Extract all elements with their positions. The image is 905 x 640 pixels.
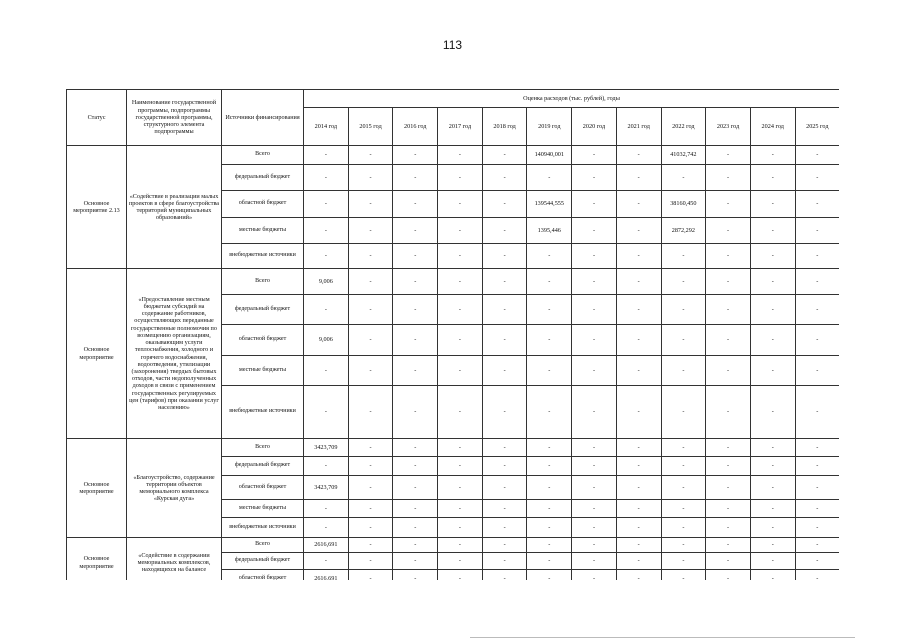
budget-table — [66, 89, 839, 580]
value-cell: - — [616, 570, 661, 581]
header-year: 2020 год — [572, 108, 617, 146]
value-cell: - — [438, 325, 483, 356]
value-cell: - — [750, 165, 795, 191]
value-cell: - — [393, 325, 438, 356]
value-cell: - — [616, 325, 661, 356]
value-cell: - — [750, 269, 795, 295]
value-cell: - — [706, 476, 751, 500]
value-cell: - — [393, 356, 438, 386]
value-cell: - — [527, 295, 572, 325]
value-cell: - — [572, 244, 617, 269]
value-cell: - — [795, 457, 839, 476]
value-cell: - — [706, 269, 751, 295]
funding-source-cell: внебюджетные источники — [222, 518, 304, 538]
value-cell: - — [661, 165, 706, 191]
value-cell: - — [482, 244, 527, 269]
value-cell: - — [750, 325, 795, 356]
value-cell: - — [348, 191, 393, 218]
value-cell: - — [482, 165, 527, 191]
value-cell: - — [616, 386, 661, 439]
value-cell: - — [795, 356, 839, 386]
value-cell: 38160,450 — [661, 191, 706, 218]
value-cell: - — [393, 165, 438, 191]
value-cell: - — [616, 457, 661, 476]
value-cell: - — [795, 500, 839, 518]
value-cell: - — [482, 218, 527, 244]
value-cell: - — [393, 269, 438, 295]
value-cell: - — [393, 518, 438, 538]
value-cell: - — [482, 269, 527, 295]
value-cell: - — [348, 570, 393, 581]
status-cell: Основное мероприятие — [67, 269, 127, 439]
value-cell: - — [304, 295, 349, 325]
value-cell: - — [572, 325, 617, 356]
header-year: 2019 год — [527, 108, 572, 146]
value-cell: - — [750, 244, 795, 269]
value-cell: - — [304, 165, 349, 191]
value-cell: - — [572, 553, 617, 570]
value-cell: - — [616, 269, 661, 295]
value-cell: - — [438, 218, 483, 244]
header-year: 2014 год — [304, 108, 349, 146]
value-cell: - — [750, 538, 795, 553]
scan-edge-line — [470, 637, 855, 638]
value-cell: - — [572, 386, 617, 439]
value-cell: - — [616, 218, 661, 244]
value-cell: - — [616, 518, 661, 538]
funding-source-cell: внебюджетные источники — [222, 244, 304, 269]
value-cell: 140940,001 — [527, 146, 572, 165]
value-cell: 9,006 — [304, 325, 349, 356]
value-cell: - — [750, 146, 795, 165]
value-cell: - — [616, 244, 661, 269]
value-cell: - — [482, 553, 527, 570]
value-cell: - — [527, 325, 572, 356]
funding-source-cell: местные бюджеты — [222, 356, 304, 386]
value-cell: - — [438, 356, 483, 386]
value-cell: - — [661, 325, 706, 356]
value-cell: 9,006 — [304, 269, 349, 295]
value-cell: - — [482, 439, 527, 457]
value-cell: - — [616, 476, 661, 500]
value-cell: - — [706, 325, 751, 356]
table-row — [67, 538, 840, 553]
value-cell: - — [661, 244, 706, 269]
value-cell: - — [661, 476, 706, 500]
value-cell: - — [438, 386, 483, 439]
value-cell: - — [438, 439, 483, 457]
value-cell: - — [795, 218, 839, 244]
value-cell: 1395,446 — [527, 218, 572, 244]
value-cell: - — [393, 538, 438, 553]
value-cell: - — [795, 386, 839, 439]
value-cell: - — [438, 457, 483, 476]
header-expense-estimate: Оценка расходов (тыс. рублей), годы — [304, 90, 840, 108]
value-cell: - — [304, 244, 349, 269]
value-cell: - — [661, 500, 706, 518]
value-cell: - — [795, 518, 839, 538]
value-cell: - — [661, 570, 706, 581]
value-cell: - — [438, 244, 483, 269]
status-cell: Основное мероприятие 2.13 — [67, 146, 127, 269]
value-cell: - — [661, 295, 706, 325]
value-cell: - — [348, 476, 393, 500]
value-cell: 139544,555 — [527, 191, 572, 218]
funding-source-cell: Всего — [222, 269, 304, 295]
table-row — [67, 146, 840, 165]
value-cell: - — [706, 165, 751, 191]
value-cell: - — [661, 538, 706, 553]
value-cell: - — [527, 269, 572, 295]
value-cell: - — [527, 538, 572, 553]
value-cell: - — [795, 538, 839, 553]
value-cell: - — [482, 146, 527, 165]
header-status: Статус — [67, 90, 127, 146]
program-name-cell: «Содействие в реализации малых проектов в сфере благоустройства территорий муниципальных образований» — [127, 146, 222, 269]
value-cell: - — [482, 325, 527, 356]
value-cell: - — [348, 553, 393, 570]
value-cell: - — [527, 518, 572, 538]
value-cell: - — [750, 570, 795, 581]
value-cell: - — [482, 356, 527, 386]
budget-table-container — [66, 89, 839, 580]
funding-source-cell: федеральный бюджет — [222, 295, 304, 325]
value-cell: 2616,691 — [304, 538, 349, 553]
value-cell: - — [348, 356, 393, 386]
value-cell: - — [572, 218, 617, 244]
funding-source-cell: областной бюджет — [222, 570, 304, 581]
value-cell: - — [750, 295, 795, 325]
value-cell: - — [572, 439, 617, 457]
value-cell: - — [438, 500, 483, 518]
header-year: 2017 год — [438, 108, 483, 146]
value-cell: - — [795, 295, 839, 325]
value-cell: - — [304, 457, 349, 476]
value-cell: - — [482, 457, 527, 476]
value-cell: 3423,709 — [304, 476, 349, 500]
value-cell: - — [795, 244, 839, 269]
value-cell: - — [348, 457, 393, 476]
value-cell: - — [304, 218, 349, 244]
value-cell: - — [304, 500, 349, 518]
funding-source-cell: местные бюджеты — [222, 218, 304, 244]
value-cell: - — [795, 191, 839, 218]
status-cell: Основное мероприятие — [67, 538, 127, 581]
value-cell: - — [706, 538, 751, 553]
value-cell: - — [527, 439, 572, 457]
value-cell: - — [616, 146, 661, 165]
header-year: 2018 год — [482, 108, 527, 146]
value-cell: - — [348, 165, 393, 191]
value-cell: - — [348, 269, 393, 295]
value-cell: - — [393, 439, 438, 457]
header-year: 2025 год — [795, 108, 839, 146]
value-cell: - — [572, 191, 617, 218]
value-cell: - — [750, 191, 795, 218]
value-cell: - — [572, 356, 617, 386]
value-cell: - — [527, 553, 572, 570]
value-cell: - — [750, 386, 795, 439]
value-cell: - — [706, 518, 751, 538]
funding-source-cell: местные бюджеты — [222, 500, 304, 518]
value-cell: - — [616, 439, 661, 457]
value-cell: - — [706, 356, 751, 386]
program-name-cell: «Благоустройство, содержание территории объектов мемориального комплекса «Курская дуга» — [127, 439, 222, 538]
value-cell: - — [482, 191, 527, 218]
value-cell: - — [482, 518, 527, 538]
value-cell: - — [706, 146, 751, 165]
value-cell: - — [438, 570, 483, 581]
value-cell: - — [706, 553, 751, 570]
header-year: 2024 год — [750, 108, 795, 146]
value-cell: - — [482, 386, 527, 439]
value-cell: - — [304, 146, 349, 165]
header-year: 2023 год — [706, 108, 751, 146]
page-number: 113 — [442, 38, 463, 52]
value-cell: - — [438, 269, 483, 295]
value-cell: - — [304, 356, 349, 386]
value-cell: - — [393, 457, 438, 476]
funding-source-cell: Всего — [222, 538, 304, 553]
value-cell: - — [527, 457, 572, 476]
value-cell: - — [393, 191, 438, 218]
program-name-cell: «Предоставление местным бюджетам субсидий на содержание работников, осуществляющих переданные государственные полномочия по возмещению организациям, оказывающим услуги теплоснабжения, холодного и горячего водоснабжения, водоотведения, утилизации (захоронения) твердых бытовых отходов, части недополученных доходов в связи с применением государственных регулируемых цен (тарифов) при оказании услуг населению» — [127, 269, 222, 439]
value-cell: - — [393, 218, 438, 244]
value-cell: - — [304, 191, 349, 218]
funding-source-cell: областной бюджет — [222, 476, 304, 500]
value-cell: - — [795, 553, 839, 570]
value-cell: - — [616, 356, 661, 386]
funding-source-cell: областной бюджет — [222, 191, 304, 218]
value-cell: - — [393, 146, 438, 165]
value-cell: - — [304, 518, 349, 538]
header-year: 2021 год — [616, 108, 661, 146]
value-cell: - — [482, 570, 527, 581]
value-cell: - — [750, 500, 795, 518]
value-cell: - — [795, 165, 839, 191]
header-program-name: Наименование государственной программы, подпрограммы государственной программы, структурного элемента подпрограммы — [127, 90, 222, 146]
value-cell: - — [304, 386, 349, 439]
value-cell: - — [348, 325, 393, 356]
value-cell: - — [750, 476, 795, 500]
value-cell: - — [706, 457, 751, 476]
value-cell: - — [572, 538, 617, 553]
value-cell: - — [348, 538, 393, 553]
value-cell: - — [438, 553, 483, 570]
value-cell: - — [527, 244, 572, 269]
value-cell: - — [706, 386, 751, 439]
value-cell: - — [482, 500, 527, 518]
value-cell: - — [348, 500, 393, 518]
value-cell: - — [750, 439, 795, 457]
value-cell: - — [706, 500, 751, 518]
value-cell: - — [527, 386, 572, 439]
value-cell: 2616,691 — [304, 570, 349, 581]
value-cell: - — [750, 218, 795, 244]
value-cell: - — [706, 295, 751, 325]
value-cell: - — [795, 570, 839, 581]
value-cell: - — [795, 146, 839, 165]
value-cell: - — [348, 244, 393, 269]
value-cell: - — [572, 295, 617, 325]
value-cell: - — [348, 439, 393, 457]
value-cell: - — [661, 356, 706, 386]
value-cell: - — [482, 295, 527, 325]
value-cell: 3423,709 — [304, 439, 349, 457]
funding-source-cell: федеральный бюджет — [222, 457, 304, 476]
value-cell: - — [795, 325, 839, 356]
value-cell: - — [750, 457, 795, 476]
value-cell: - — [348, 146, 393, 165]
value-cell: - — [393, 386, 438, 439]
value-cell: - — [616, 500, 661, 518]
table-row — [67, 439, 840, 457]
value-cell: - — [661, 457, 706, 476]
header-funding-sources: Источники финансирования — [222, 90, 304, 146]
header-year: 2015 год — [348, 108, 393, 146]
value-cell: - — [750, 553, 795, 570]
value-cell: - — [706, 570, 751, 581]
value-cell: - — [438, 476, 483, 500]
value-cell: - — [661, 439, 706, 457]
value-cell: - — [706, 439, 751, 457]
value-cell: - — [527, 165, 572, 191]
value-cell: - — [527, 356, 572, 386]
value-cell: - — [616, 553, 661, 570]
value-cell: - — [572, 165, 617, 191]
value-cell: - — [527, 476, 572, 500]
value-cell: - — [348, 518, 393, 538]
value-cell: - — [438, 146, 483, 165]
header-year: 2022 год — [661, 108, 706, 146]
value-cell: - — [527, 570, 572, 581]
table-row — [67, 269, 840, 295]
value-cell: - — [438, 165, 483, 191]
value-cell: - — [348, 218, 393, 244]
value-cell: - — [706, 218, 751, 244]
value-cell: - — [393, 295, 438, 325]
value-cell: - — [706, 244, 751, 269]
value-cell: - — [438, 538, 483, 553]
value-cell: - — [348, 386, 393, 439]
value-cell: - — [795, 439, 839, 457]
value-cell: - — [393, 476, 438, 500]
funding-source-cell: федеральный бюджет — [222, 553, 304, 570]
value-cell: - — [616, 165, 661, 191]
value-cell: - — [572, 269, 617, 295]
value-cell: - — [616, 295, 661, 325]
value-cell: - — [393, 500, 438, 518]
funding-source-cell: внебюджетные источники — [222, 386, 304, 439]
value-cell: - — [706, 191, 751, 218]
status-cell: Основное мероприятие — [67, 439, 127, 538]
value-cell: - — [482, 476, 527, 500]
value-cell: - — [438, 191, 483, 218]
funding-source-cell: Всего — [222, 439, 304, 457]
value-cell: - — [304, 553, 349, 570]
value-cell: - — [572, 457, 617, 476]
value-cell: - — [572, 570, 617, 581]
header-year: 2016 год — [393, 108, 438, 146]
value-cell: - — [438, 295, 483, 325]
value-cell: - — [750, 356, 795, 386]
value-cell: - — [661, 518, 706, 538]
value-cell: - — [750, 518, 795, 538]
funding-source-cell: областной бюджет — [222, 325, 304, 356]
value-cell: - — [438, 518, 483, 538]
value-cell: - — [393, 570, 438, 581]
value-cell: - — [795, 269, 839, 295]
value-cell: 2872,292 — [661, 218, 706, 244]
value-cell: - — [527, 500, 572, 518]
value-cell: - — [572, 500, 617, 518]
value-cell: - — [572, 518, 617, 538]
value-cell: - — [616, 538, 661, 553]
value-cell: - — [661, 269, 706, 295]
value-cell: - — [661, 553, 706, 570]
program-name-cell: «Содействие в содержании мемориальных комплексов, находящихся на балансе — [127, 538, 222, 581]
value-cell: - — [661, 386, 706, 439]
value-cell: - — [348, 295, 393, 325]
value-cell: - — [393, 244, 438, 269]
value-cell: - — [795, 476, 839, 500]
value-cell: - — [616, 191, 661, 218]
value-cell: - — [482, 538, 527, 553]
funding-source-cell: Всего — [222, 146, 304, 165]
funding-source-cell: федеральный бюджет — [222, 165, 304, 191]
value-cell: - — [572, 146, 617, 165]
value-cell: - — [393, 553, 438, 570]
value-cell: 41032,742 — [661, 146, 706, 165]
value-cell: - — [572, 476, 617, 500]
